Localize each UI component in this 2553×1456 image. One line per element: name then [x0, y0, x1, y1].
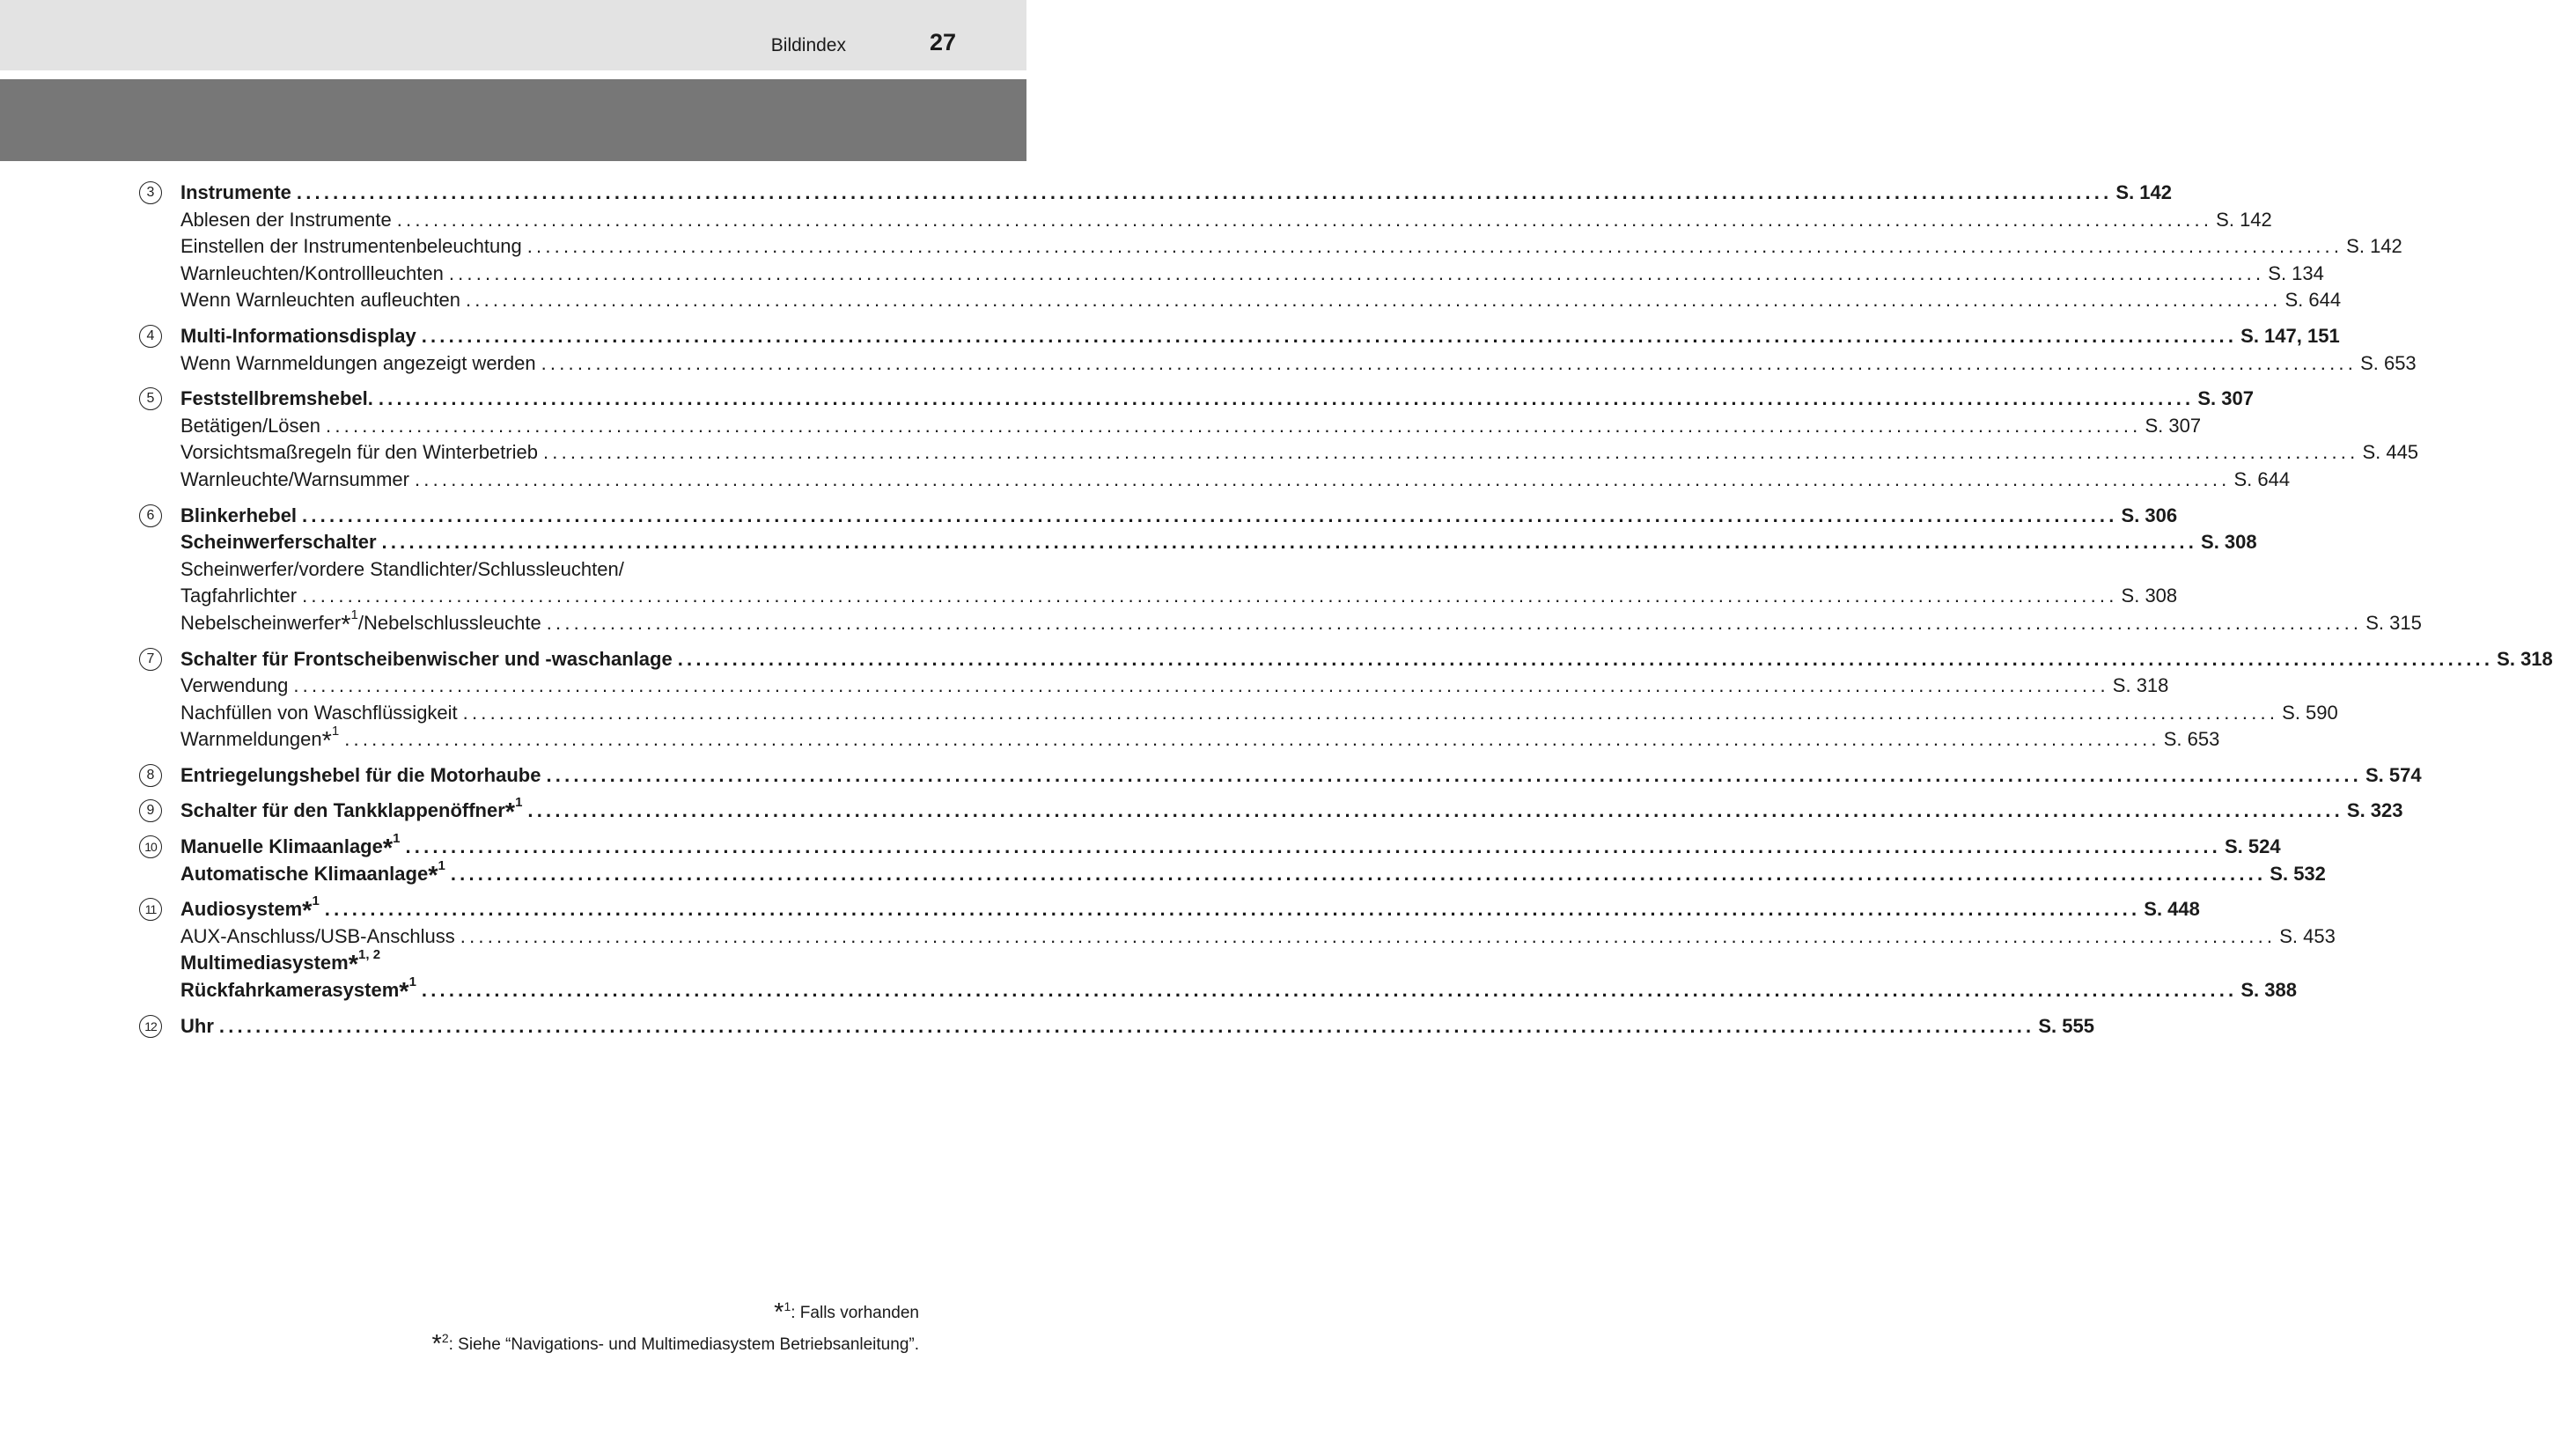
index-entry [180, 556, 880, 584]
dot-leader: ........................................................................................................................................................................................................ [381, 531, 2198, 554]
index-entry [180, 439, 2419, 467]
entry-label [180, 726, 339, 756]
footnote-text: : Falls vorhanden [791, 1304, 919, 1322]
dot-leader: ........................................................................................................................................................................................................ [405, 835, 2221, 858]
index-entry [180, 503, 2178, 530]
page-reference: S. 307 [2197, 387, 2254, 410]
footnote-ref: 1 [515, 795, 523, 811]
index-entry [180, 207, 2272, 234]
entry-label [180, 261, 444, 288]
dot-leader: ........................................................................................................................................................................................................ [546, 763, 2362, 786]
dot-leader: ........................................................................................................................................................................................................ [541, 351, 2358, 374]
entry-label [180, 947, 381, 980]
index-entry [180, 413, 2202, 440]
entry-label [180, 413, 320, 440]
dot-leader: ........................................................................................................................................................................................................ [293, 674, 2109, 697]
dot-leader: ........................................................................................................................................................................................................ [465, 289, 2282, 312]
dot-leader: ........................................................................................................................................................................................................ [448, 261, 2265, 284]
entry-text: Einstellen der Instrumentenbeleuchtung [180, 235, 522, 258]
index-entry [180, 947, 880, 980]
entry-label [180, 762, 541, 790]
dot-leader: ........................................................................................................................................................................................................ [421, 324, 2238, 347]
dot-leader: ........................................................................................................................................................................................................ [677, 647, 2494, 670]
index-entry [180, 529, 2257, 556]
entry-text: Instrumente [180, 181, 291, 203]
item-number-badge: 8 [139, 764, 162, 787]
index-entry [180, 261, 2324, 288]
index-entry [180, 350, 2417, 378]
entry-text: Automatische Klimaanlage [180, 862, 429, 885]
footnote-star: * [382, 835, 394, 864]
page-reference: S. 308 [2201, 531, 2257, 554]
dot-leader: ........................................................................................................................................................................................................ [378, 387, 2195, 410]
item-number-badge: 11 [139, 898, 162, 921]
footnote-star: * [431, 1330, 442, 1358]
page-reference: S. 388 [2240, 979, 2297, 1002]
entry-text: Ablesen der Instrumente [180, 208, 392, 231]
entry-label [180, 700, 458, 727]
entry-text: Vorsichtsmaßregeln für den Winterbetrieb [180, 441, 538, 464]
footnote-star: * [348, 951, 359, 980]
dot-leader: ........................................................................................................................................................................................................ [302, 504, 2118, 526]
index-entry [180, 724, 2220, 756]
entry-label [180, 233, 522, 261]
entry-text: Audiosystem [180, 898, 303, 921]
footnote-number: 2 [441, 1331, 449, 1345]
section-title: Bildindex [770, 35, 846, 55]
dot-leader: ........................................................................................................................................................................................................ [302, 585, 2118, 607]
entry-label [180, 386, 373, 413]
index-entry [180, 831, 2281, 864]
entry-text: Scheinwerferschalter [180, 531, 377, 554]
page-reference: S. 318 [2112, 674, 2169, 697]
index-group [139, 323, 2417, 377]
footnote-ref: 1 [408, 974, 416, 990]
footnote-ref: 1 [312, 893, 320, 909]
entry-label [180, 893, 320, 926]
footnote [432, 1326, 919, 1357]
index-entry [180, 700, 2338, 727]
item-number-badge: 4 [139, 325, 162, 348]
index-group [139, 503, 2422, 639]
index-entry [180, 583, 2178, 610]
entry-text: Wenn Warnleuchten aufleuchten [180, 289, 460, 312]
footnote-ref: 1 [393, 831, 401, 847]
entry-text: Schalter für den Tankklappenöffner [180, 799, 505, 822]
page-reference: S. 142 [2216, 208, 2272, 231]
index-group [139, 893, 2336, 1007]
footnote-star: * [302, 897, 313, 926]
dot-leader: ........................................................................................................................................................................................................ [526, 235, 2343, 258]
entry-label [180, 607, 541, 640]
page-reference: S. 307 [2145, 414, 2202, 437]
item-number-badge: 12 [139, 1015, 162, 1038]
index-entry [180, 923, 2336, 951]
page-reference: S. 574 [2365, 763, 2422, 786]
index-entry [180, 233, 2402, 261]
entry-label [180, 350, 536, 378]
dot-leader: ........................................................................................................................................................................................................ [396, 208, 2213, 231]
item-number-badge: 7 [139, 648, 162, 671]
index-group [139, 646, 2553, 756]
entry-text: Betätigen/Lösen [180, 414, 321, 437]
item-number-badge: 10 [139, 835, 162, 858]
page-reference: S. 323 [2346, 799, 2403, 822]
entry-label [180, 503, 297, 530]
entry-text: Multi-Informationsdisplay [180, 324, 416, 347]
index-group [139, 795, 2403, 827]
page-reference: S. 524 [2224, 835, 2281, 858]
index-entry [180, 180, 2172, 207]
footnote-star: * [504, 798, 516, 827]
entry-text-suffix: /Nebelschlussleuchte [357, 611, 541, 634]
entry-text: Nebelscheinwerfer [180, 611, 342, 634]
footnotes [432, 1294, 919, 1357]
footnote-star: * [428, 861, 438, 890]
entry-text: Scheinwerfer/vordere Standlichter/Schlussleuchten/ [180, 557, 624, 580]
illustration-bar [0, 79, 1026, 161]
dot-leader: ........................................................................................................................................................................................................ [542, 441, 2359, 464]
entry-text: Warnleuchte/Warnsummer [180, 467, 409, 490]
entry-text: Entriegelungshebel für die Motorhaube [180, 763, 541, 786]
entry-text: Warnleuchten/Kontrollleuchten [180, 261, 444, 284]
dot-leader: ........................................................................................................................................................................................................ [421, 979, 2238, 1002]
entry-text: Multimediasystem [180, 952, 349, 974]
item-number-badge: 5 [139, 387, 162, 410]
entry-text: Schalter für Frontscheibenwischer und -waschanlage [180, 647, 673, 670]
page-reference: S. 142 [2115, 181, 2172, 203]
footnote-ref: 1 [438, 857, 445, 873]
page-reference: S. 308 [2121, 585, 2178, 607]
index-entry [180, 974, 2297, 1007]
page-reference: S. 653 [2163, 728, 2220, 751]
entry-text: Wenn Warnmeldungen angezeigt werden [180, 351, 536, 374]
index-entry [180, 857, 2326, 890]
index-group [139, 386, 2419, 493]
index-entry [180, 893, 2200, 926]
footnote-ref: 1 [331, 724, 340, 739]
index-entry [180, 673, 2169, 700]
header-band [0, 0, 1026, 70]
dot-leader: ........................................................................................................................................................................................................ [462, 701, 2279, 724]
entry-text: Tagfahrlichter [180, 585, 298, 607]
index-entry [180, 762, 2422, 790]
footnote [432, 1294, 919, 1326]
page-reference: S. 453 [2279, 924, 2336, 947]
index-entry [180, 646, 2553, 673]
dot-leader: ........................................................................................................................................................................................................ [218, 1014, 2035, 1037]
dot-leader: ........................................................................................................................................................................................................ [527, 799, 2343, 822]
entry-label [180, 467, 409, 494]
page-reference: S. 555 [2038, 1014, 2094, 1037]
dot-leader: ........................................................................................................................................................................................................ [415, 467, 2231, 490]
entry-label [180, 673, 288, 700]
entry-text: Rückfahrkamerasystem [180, 979, 400, 1002]
entry-label [180, 583, 297, 610]
entry-label [180, 923, 455, 951]
page-reference: S. 318 [2497, 647, 2553, 670]
entry-label [180, 207, 392, 234]
index-entry [180, 386, 2254, 413]
page-reference: S. 448 [2144, 898, 2200, 921]
footnote-ref: 1, 2 [358, 947, 381, 963]
index-entry [180, 287, 2342, 314]
footnote-number: 1 [784, 1299, 791, 1313]
page-reference: S. 147, 151 [2240, 324, 2340, 347]
entry-text: Blinkerhebel [180, 504, 298, 526]
entry-label [180, 831, 401, 864]
index-group [139, 180, 2402, 314]
dot-leader: ........................................................................................................................................................................................................ [546, 611, 2363, 634]
entry-label [180, 857, 445, 891]
entry-label [180, 556, 624, 584]
footnote-star: * [774, 1298, 784, 1327]
index-group [139, 831, 2326, 890]
footnote-star: * [321, 727, 332, 756]
page-reference: S. 590 [2282, 701, 2338, 724]
entry-text: Uhr [180, 1014, 214, 1037]
entry-text: Feststellbremshebel. [180, 387, 373, 410]
entry-label [180, 795, 523, 827]
footnote-star: * [341, 610, 351, 639]
picture-index-list [139, 180, 2553, 1048]
footnote-ref: 1 [350, 607, 358, 622]
dot-leader: ........................................................................................................................................................................................................ [344, 728, 2160, 751]
page-reference: S. 142 [2346, 235, 2402, 258]
dot-leader: ........................................................................................................................................................................................................ [460, 924, 2277, 947]
page-reference: S. 134 [2268, 261, 2324, 284]
dot-leader: ........................................................................................................................................................................................................ [450, 862, 2267, 885]
index-group [139, 1013, 2094, 1041]
index-entry [180, 795, 2403, 827]
entry-label [180, 646, 673, 673]
index-entry [180, 1013, 2094, 1041]
entry-text: Nachfüllen von Waschflüssigkeit [180, 701, 458, 724]
page-number: 27 [929, 29, 956, 55]
entry-text: Manuelle Klimaanlage [180, 835, 383, 858]
entry-text: AUX-Anschluss/USB-Anschluss [180, 924, 455, 947]
dot-leader: ........................................................................................................................................................................................................ [326, 414, 2142, 437]
page-reference: S. 644 [2284, 289, 2342, 312]
entry-text: Verwendung [180, 674, 289, 697]
index-entry [180, 467, 2291, 494]
index-entry [180, 323, 2340, 350]
entry-label [180, 180, 291, 207]
page-reference: S. 315 [2365, 611, 2422, 634]
entry-label [180, 323, 416, 350]
page-reference: S. 653 [2360, 351, 2417, 374]
entry-label [180, 439, 538, 467]
page-reference: S. 445 [2362, 441, 2419, 464]
footnote-star: * [399, 978, 409, 1007]
dot-leader: ........................................................................................................................................................................................................ [324, 898, 2141, 921]
item-number-badge: 9 [139, 799, 162, 822]
page-reference: S. 306 [2121, 504, 2178, 526]
entry-label [180, 1013, 214, 1041]
page-reference: S. 532 [2270, 862, 2326, 885]
index-entry [180, 607, 2422, 639]
page-reference: S. 644 [2233, 467, 2291, 490]
entry-label [180, 529, 377, 556]
footnote-text: : Siehe “Navigations- und Multimediasystem Betriebsanleitung”. [448, 1335, 919, 1354]
entry-label [180, 974, 416, 1007]
item-number-badge: 6 [139, 504, 162, 527]
item-number-badge: 3 [139, 181, 162, 204]
index-group [139, 762, 2422, 790]
dot-leader: ........................................................................................................................................................................................................ [296, 181, 2113, 203]
entry-text: Warnmeldungen [180, 728, 322, 751]
entry-label [180, 287, 460, 314]
